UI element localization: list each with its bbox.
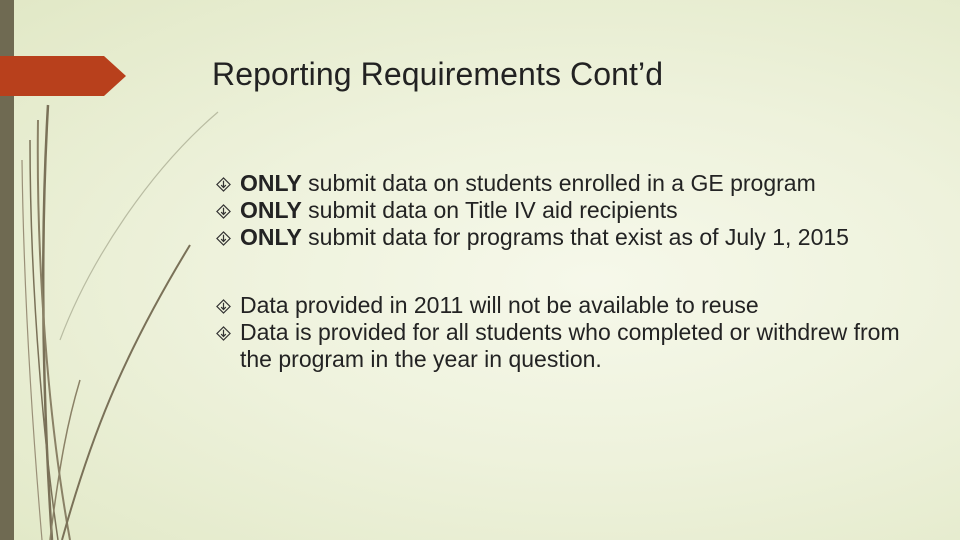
bullet-emphasis: ONLY xyxy=(240,197,302,223)
diamond-arrow-icon xyxy=(216,299,231,314)
diamond-arrow-icon xyxy=(216,177,231,192)
diamond-arrow-icon xyxy=(216,204,231,219)
bullet-text: Data is provided for all students who completed or withdrew from the program in the year in question. xyxy=(240,319,900,372)
bullet-item xyxy=(216,292,906,319)
bullet-list xyxy=(216,170,906,373)
bullet-item xyxy=(216,319,906,373)
bullet-emphasis: ONLY xyxy=(240,170,302,196)
bullet-text: submit data on Title IV aid recipients xyxy=(301,197,678,223)
bullet-text: submit data for programs that exist as of July 1, 2015 xyxy=(301,224,849,250)
title-accent-tab xyxy=(0,56,126,96)
diamond-arrow-icon xyxy=(216,231,231,246)
bullet-item xyxy=(216,224,906,251)
bullet-text: Data provided in 2011 will not be available to reuse xyxy=(240,292,759,318)
diamond-arrow-icon xyxy=(216,326,231,341)
bullet-text: submit data on students enrolled in a GE program xyxy=(301,170,816,196)
bullet-item xyxy=(216,197,906,224)
bullet-item xyxy=(216,170,906,197)
bullet-emphasis: ONLY xyxy=(240,224,302,250)
slide-title: Reporting Requirements Cont’d xyxy=(212,56,664,92)
